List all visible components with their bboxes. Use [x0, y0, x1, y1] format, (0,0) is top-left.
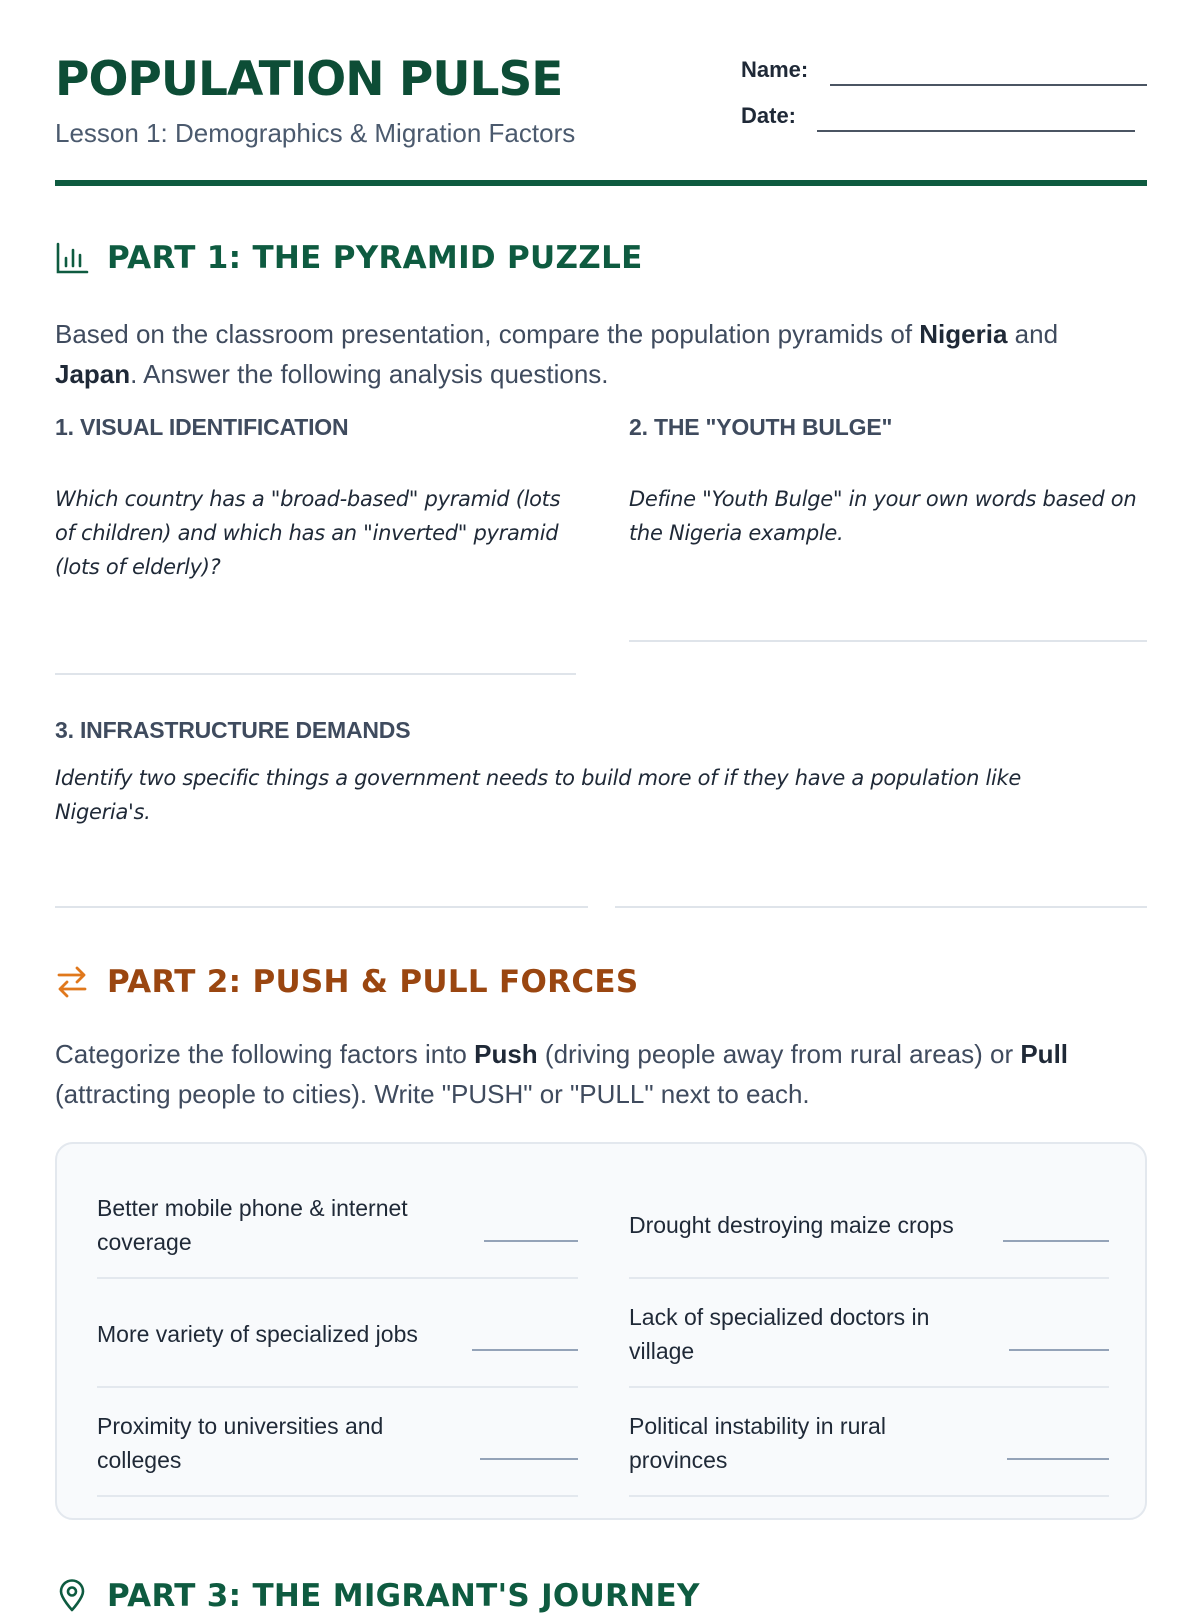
location-pin-icon: [55, 1579, 89, 1613]
factor-item: [629, 1390, 1109, 1497]
question-1-prompt: Which country has a "broad-based" pyramid (lots of children) and which has an "inverted" pyramid (lots of elderly)?: [55, 487, 561, 579]
arrows-exchange-icon: [55, 965, 89, 999]
part1-header: [55, 240, 643, 276]
factor-answer-blank[interactable]: [484, 1240, 578, 1242]
part1-intro: Based on the classroom presentation, compare the population pyramids of Nigeria and Japan. Answer the following analysis questions.: [55, 319, 1059, 389]
part1-title: PART 1: THE PYRAMID PUZZLE: [107, 240, 643, 276]
question-1-answer-line[interactable]: [55, 673, 576, 675]
header-divider: [55, 180, 1147, 186]
question-3-heading: 3. INFRASTRUCTURE DEMANDS: [55, 717, 411, 743]
factor-table: [55, 1142, 1147, 1520]
question-2-answer-line[interactable]: [629, 640, 1147, 642]
name-field[interactable]: [830, 84, 1147, 86]
bar-chart-icon: [55, 241, 89, 275]
factor-text: Lack of specialized doctors in village: [629, 1303, 930, 1364]
factor-item: [97, 1281, 578, 1388]
name-label: Name:: [741, 57, 809, 82]
country-japan: Japan: [55, 359, 131, 389]
worksheet-page: [55, 0, 1147, 1614]
question-2-prompt: Define "Youth Bulge" in your own words based on the Nigeria example.: [629, 487, 1137, 545]
factor-answer-blank[interactable]: [1003, 1240, 1109, 1242]
factor-answer-blank[interactable]: [1007, 1458, 1109, 1460]
part3-header: [55, 1578, 700, 1614]
factor-answer-blank[interactable]: [480, 1458, 578, 1460]
date-field[interactable]: [817, 130, 1135, 132]
lesson-subtitle: Lesson 1: Demographics & Migration Factors: [55, 118, 576, 148]
question-3-answer-line-1[interactable]: [55, 906, 588, 908]
factor-answer-blank[interactable]: [472, 1349, 578, 1351]
factor-answer-blank[interactable]: [1009, 1349, 1109, 1351]
part2-intro: Categorize the following factors into Push (driving people away from rural areas) or Pull (attracting people to cities). Write "PUSH" or "PULL" next to each.: [55, 1039, 1069, 1109]
question-3-answer-line-2[interactable]: [615, 906, 1147, 908]
question-3-prompt: Identify two specific things a government needs to build more of if they have a population like Nigeria's.: [55, 766, 1022, 824]
factor-item: [629, 1281, 1109, 1388]
factor-text: Political instability in rural provinces: [629, 1412, 886, 1473]
factor-item: [97, 1172, 578, 1279]
worksheet-title: POPULATION PULSE: [55, 52, 563, 107]
pull-keyword: Pull: [1020, 1039, 1069, 1069]
part2-header: [55, 964, 638, 1000]
factor-text: Proximity to universities and colleges: [97, 1412, 384, 1473]
factor-text: Drought destroying maize crops: [629, 1211, 954, 1238]
factor-text: More variety of specialized jobs: [97, 1320, 418, 1347]
push-keyword: Push: [474, 1039, 538, 1069]
question-2-heading: 2. THE "YOUTH BULGE": [629, 414, 893, 440]
date-label: Date:: [741, 103, 797, 128]
factor-text: Better mobile phone & internet coverage: [97, 1194, 408, 1255]
part2-title: PART 2: PUSH & PULL FORCES: [107, 964, 639, 1000]
factor-item: [629, 1172, 1109, 1279]
part3-title: PART 3: THE MIGRANT'S JOURNEY: [107, 1578, 700, 1614]
country-nigeria: Nigeria: [919, 319, 1008, 349]
question-1-heading: 1. VISUAL IDENTIFICATION: [55, 414, 349, 440]
factor-item: [97, 1390, 578, 1497]
